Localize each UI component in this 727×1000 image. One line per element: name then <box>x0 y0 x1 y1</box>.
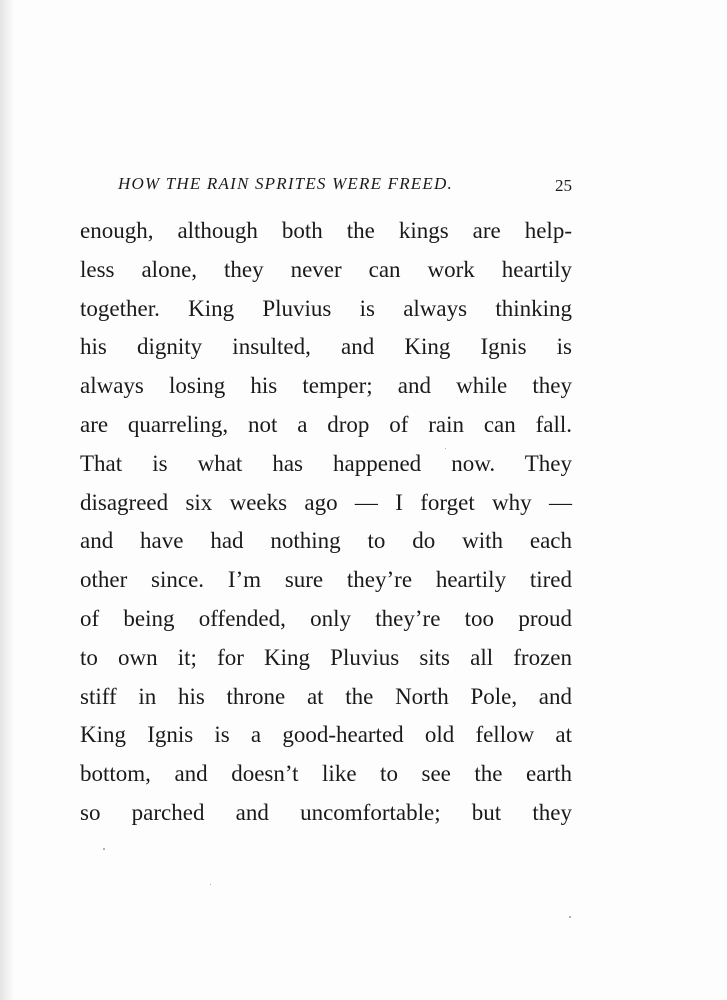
text-line: disagreed six weeks ago — I forget why — <box>80 489 572 515</box>
text-line: enough, although both the kings are help- <box>80 218 572 243</box>
text-line: other since. I’m sure they’re heartily tired <box>80 567 572 593</box>
text-line: of being offended, only they’re too proud <box>80 605 572 631</box>
text-line: bottom, and doesn’t like to see the earth <box>80 761 572 787</box>
text-line: less alone, they never can work heartily <box>80 256 572 282</box>
paper-speck <box>569 916 571 918</box>
paper-speck <box>210 884 211 885</box>
page-number: 25 <box>555 176 572 195</box>
paper-speck <box>103 848 105 850</box>
gutter-shadow <box>0 0 14 1000</box>
text-line: and have had nothing to do with each <box>80 528 572 554</box>
body-text <box>80 212 572 833</box>
text-line: his dignity insulted, and King Ignis is <box>80 334 572 360</box>
running-head <box>80 174 572 202</box>
text-line: together. King Pluvius is always thinking <box>80 295 572 321</box>
running-title: HOW THE RAIN SPRITES WERE FREED. <box>118 174 453 193</box>
text-line: stiff in his throne at the North Pole, and <box>80 683 572 709</box>
paper-speck <box>445 448 446 449</box>
text-line: King Ignis is a good-hearted old fellow at <box>80 722 572 748</box>
text-line: always losing his temper; and while they <box>80 373 572 399</box>
text-line: are quarreling, not a drop of rain can fall. <box>80 411 572 437</box>
text-line: That is what has happened now. They <box>80 450 572 476</box>
text-line: so parched and uncomfortable; but they <box>80 799 572 825</box>
text-line: to own it; for King Pluvius sits all frozen <box>80 644 572 670</box>
